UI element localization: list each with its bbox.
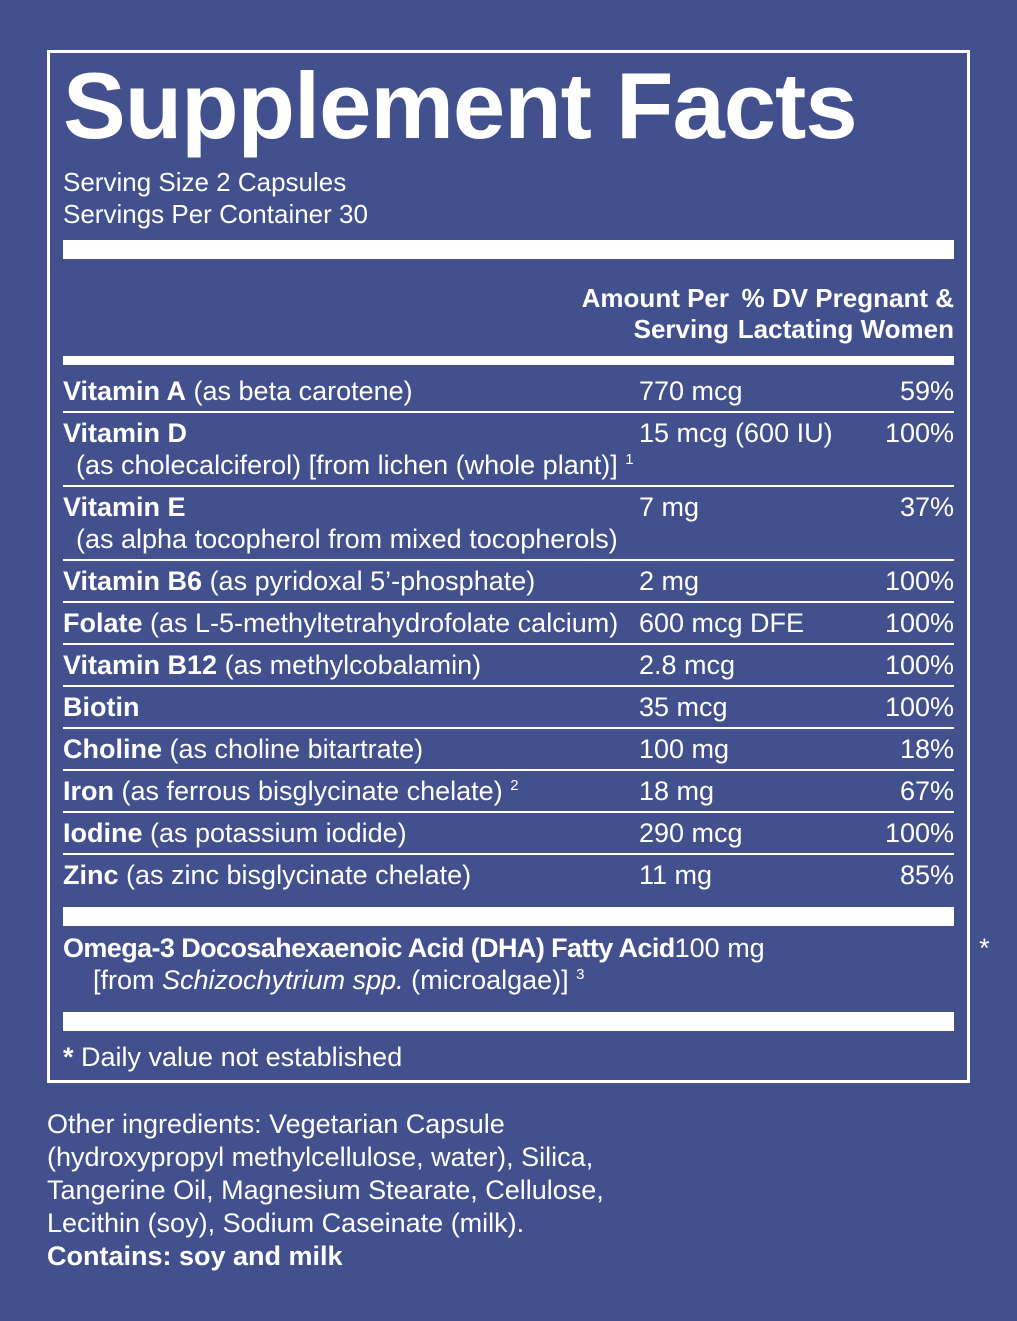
table-row xyxy=(63,561,954,603)
row-name-bold: Folate xyxy=(63,607,143,638)
row-subline: (as cholecalciferol) [from lichen (whole plant)] $^1$ xyxy=(76,449,634,480)
dv-header xyxy=(729,283,954,345)
row-name-detail: (as ferrous bisglycinate chelate) xyxy=(114,775,511,806)
row-amount: 15 mcg (600 IU) xyxy=(639,417,833,448)
row-name-bold: Vitamin B12 xyxy=(63,649,218,680)
row-name-bold: Choline xyxy=(63,733,162,764)
other-ingredients-line: Other ingredients: Vegetarian Capsule xyxy=(47,1109,505,1139)
row-name xyxy=(63,691,639,723)
row-dv: 67% xyxy=(899,775,954,806)
dv-header-line1: % DV Pregnant & xyxy=(741,282,954,313)
row-dv: 100% xyxy=(884,417,954,448)
row-amount: 600 mcg DFE xyxy=(639,607,805,638)
row-name xyxy=(63,775,639,807)
row-dv: 59% xyxy=(899,375,954,406)
amount-per-serving-header xyxy=(582,283,729,345)
dv-header-line2: Lactating Women xyxy=(737,313,954,344)
row-amount: 770 mcg xyxy=(639,375,743,406)
other-ingredients-block xyxy=(47,1108,697,1273)
row-name-detail: (as choline bitartrate) xyxy=(162,733,424,764)
row-name-bold: Iodine xyxy=(63,817,143,848)
row-dv: 100% xyxy=(884,565,954,596)
omega-name: Omega-3 Docosahexaenoic Acid (DHA) Fatty Acid xyxy=(63,932,675,963)
omega-dv: * xyxy=(979,932,990,963)
row-name-bold: Zinc xyxy=(63,859,119,890)
other-ingredients-line: Tangerine Oil, Magnesium Stearate, Cellulose, xyxy=(47,1175,604,1205)
other-ingredients-line: Lecithin (soy), Sodium Caseinate (milk). xyxy=(47,1208,525,1238)
omega-amount: 100 mg xyxy=(674,932,765,963)
row-amount: 7 mg xyxy=(639,491,700,522)
amount-header-line2: Serving xyxy=(633,313,729,344)
row-dv: 100% xyxy=(884,649,954,680)
row-footnote-ref: 2 xyxy=(510,776,519,794)
row-name xyxy=(63,859,639,891)
nutrient-rows xyxy=(63,371,954,895)
row-amount: 11 mg xyxy=(639,859,713,890)
row-subline: (as alpha tocopherol from mixed tocopherols) xyxy=(76,523,618,554)
table-row xyxy=(63,771,954,813)
omega-row xyxy=(63,926,990,1002)
row-name xyxy=(63,733,639,765)
table-row xyxy=(63,855,954,895)
row-name xyxy=(63,565,639,597)
table-row xyxy=(63,413,954,487)
section-divider-bar xyxy=(63,1012,954,1031)
table-row xyxy=(63,687,954,729)
row-name-bold: Biotin xyxy=(63,691,140,722)
omega-sub-suffix: (microalgae)] xyxy=(403,964,577,995)
row-name-detail: (as methylcobalamin) xyxy=(217,649,482,680)
servings-per-container: Servings Per Container 30 xyxy=(63,198,368,229)
row-name xyxy=(63,649,639,681)
row-name xyxy=(63,817,639,849)
other-ingredients-line: (hydroxypropyl methylcellulose, water), Silica, xyxy=(47,1142,594,1172)
table-row xyxy=(63,729,954,771)
serving-info xyxy=(63,166,954,230)
row-dv: 100% xyxy=(884,817,954,848)
row-name-bold: Vitamin E xyxy=(63,491,186,522)
serving-size: Serving Size 2 Capsules xyxy=(63,166,347,197)
row-name xyxy=(63,607,639,639)
daily-value-footnote xyxy=(63,1041,954,1073)
table-row xyxy=(63,487,954,561)
row-name-detail: (as potassium iodide) xyxy=(142,817,407,848)
row-name xyxy=(63,491,639,523)
row-dv: 100% xyxy=(884,607,954,638)
table-row xyxy=(63,813,954,855)
row-name-bold: Vitamin A xyxy=(63,375,187,406)
amount-header-line1: Amount Per xyxy=(581,282,729,313)
supplement-facts-panel xyxy=(47,50,990,1083)
row-amount: 2 mg xyxy=(639,565,700,596)
panel-title: Supplement Facts xyxy=(63,53,857,158)
row-name-detail: (as L-5-methyltetrahydrofolate calcium) xyxy=(142,607,619,638)
row-amount: 100 mg xyxy=(639,733,730,764)
row-name-bold: Vitamin D xyxy=(63,417,188,448)
contains-statement: Contains: soy and milk xyxy=(47,1241,343,1271)
row-dv: 37% xyxy=(899,491,954,522)
row-amount: 2.8 mcg xyxy=(639,649,736,680)
header-divider-bar xyxy=(63,356,954,365)
omega-sub-prefix: [from xyxy=(93,964,163,995)
row-amount: 18 mg xyxy=(639,775,715,806)
section-divider-bar xyxy=(63,240,954,259)
row-name xyxy=(63,417,639,449)
column-headers xyxy=(63,283,954,345)
section-divider-bar xyxy=(63,907,954,926)
table-row xyxy=(63,603,954,645)
omega-sub-species: Schizochytrium spp. xyxy=(162,964,404,995)
row-name xyxy=(63,375,639,407)
row-name-bold: Iron xyxy=(63,775,114,806)
row-footnote-ref: 1 xyxy=(625,450,634,468)
row-name-detail: (as zinc bisglycinate chelate) xyxy=(118,859,472,890)
omega-subline xyxy=(63,964,990,996)
row-dv: 100% xyxy=(884,691,954,722)
table-row xyxy=(63,645,954,687)
footnote-asterisk: * xyxy=(63,1041,82,1072)
omega-footnote-ref: 3 xyxy=(576,965,585,983)
footnote-text: Daily value not established xyxy=(81,1041,403,1072)
row-dv: 85% xyxy=(899,859,954,890)
row-name-detail: (as pyridoxal 5’-phosphate) xyxy=(202,565,536,596)
row-amount: 290 mcg xyxy=(639,817,743,848)
header-spacer xyxy=(63,283,582,345)
row-dv: 18% xyxy=(899,733,954,764)
other-ingredients-lines xyxy=(47,1108,697,1240)
table-row xyxy=(63,371,954,413)
row-name-detail: (as beta carotene) xyxy=(186,375,413,406)
row-amount: 35 mcg xyxy=(639,691,728,722)
row-name-bold: Vitamin B6 xyxy=(63,565,203,596)
